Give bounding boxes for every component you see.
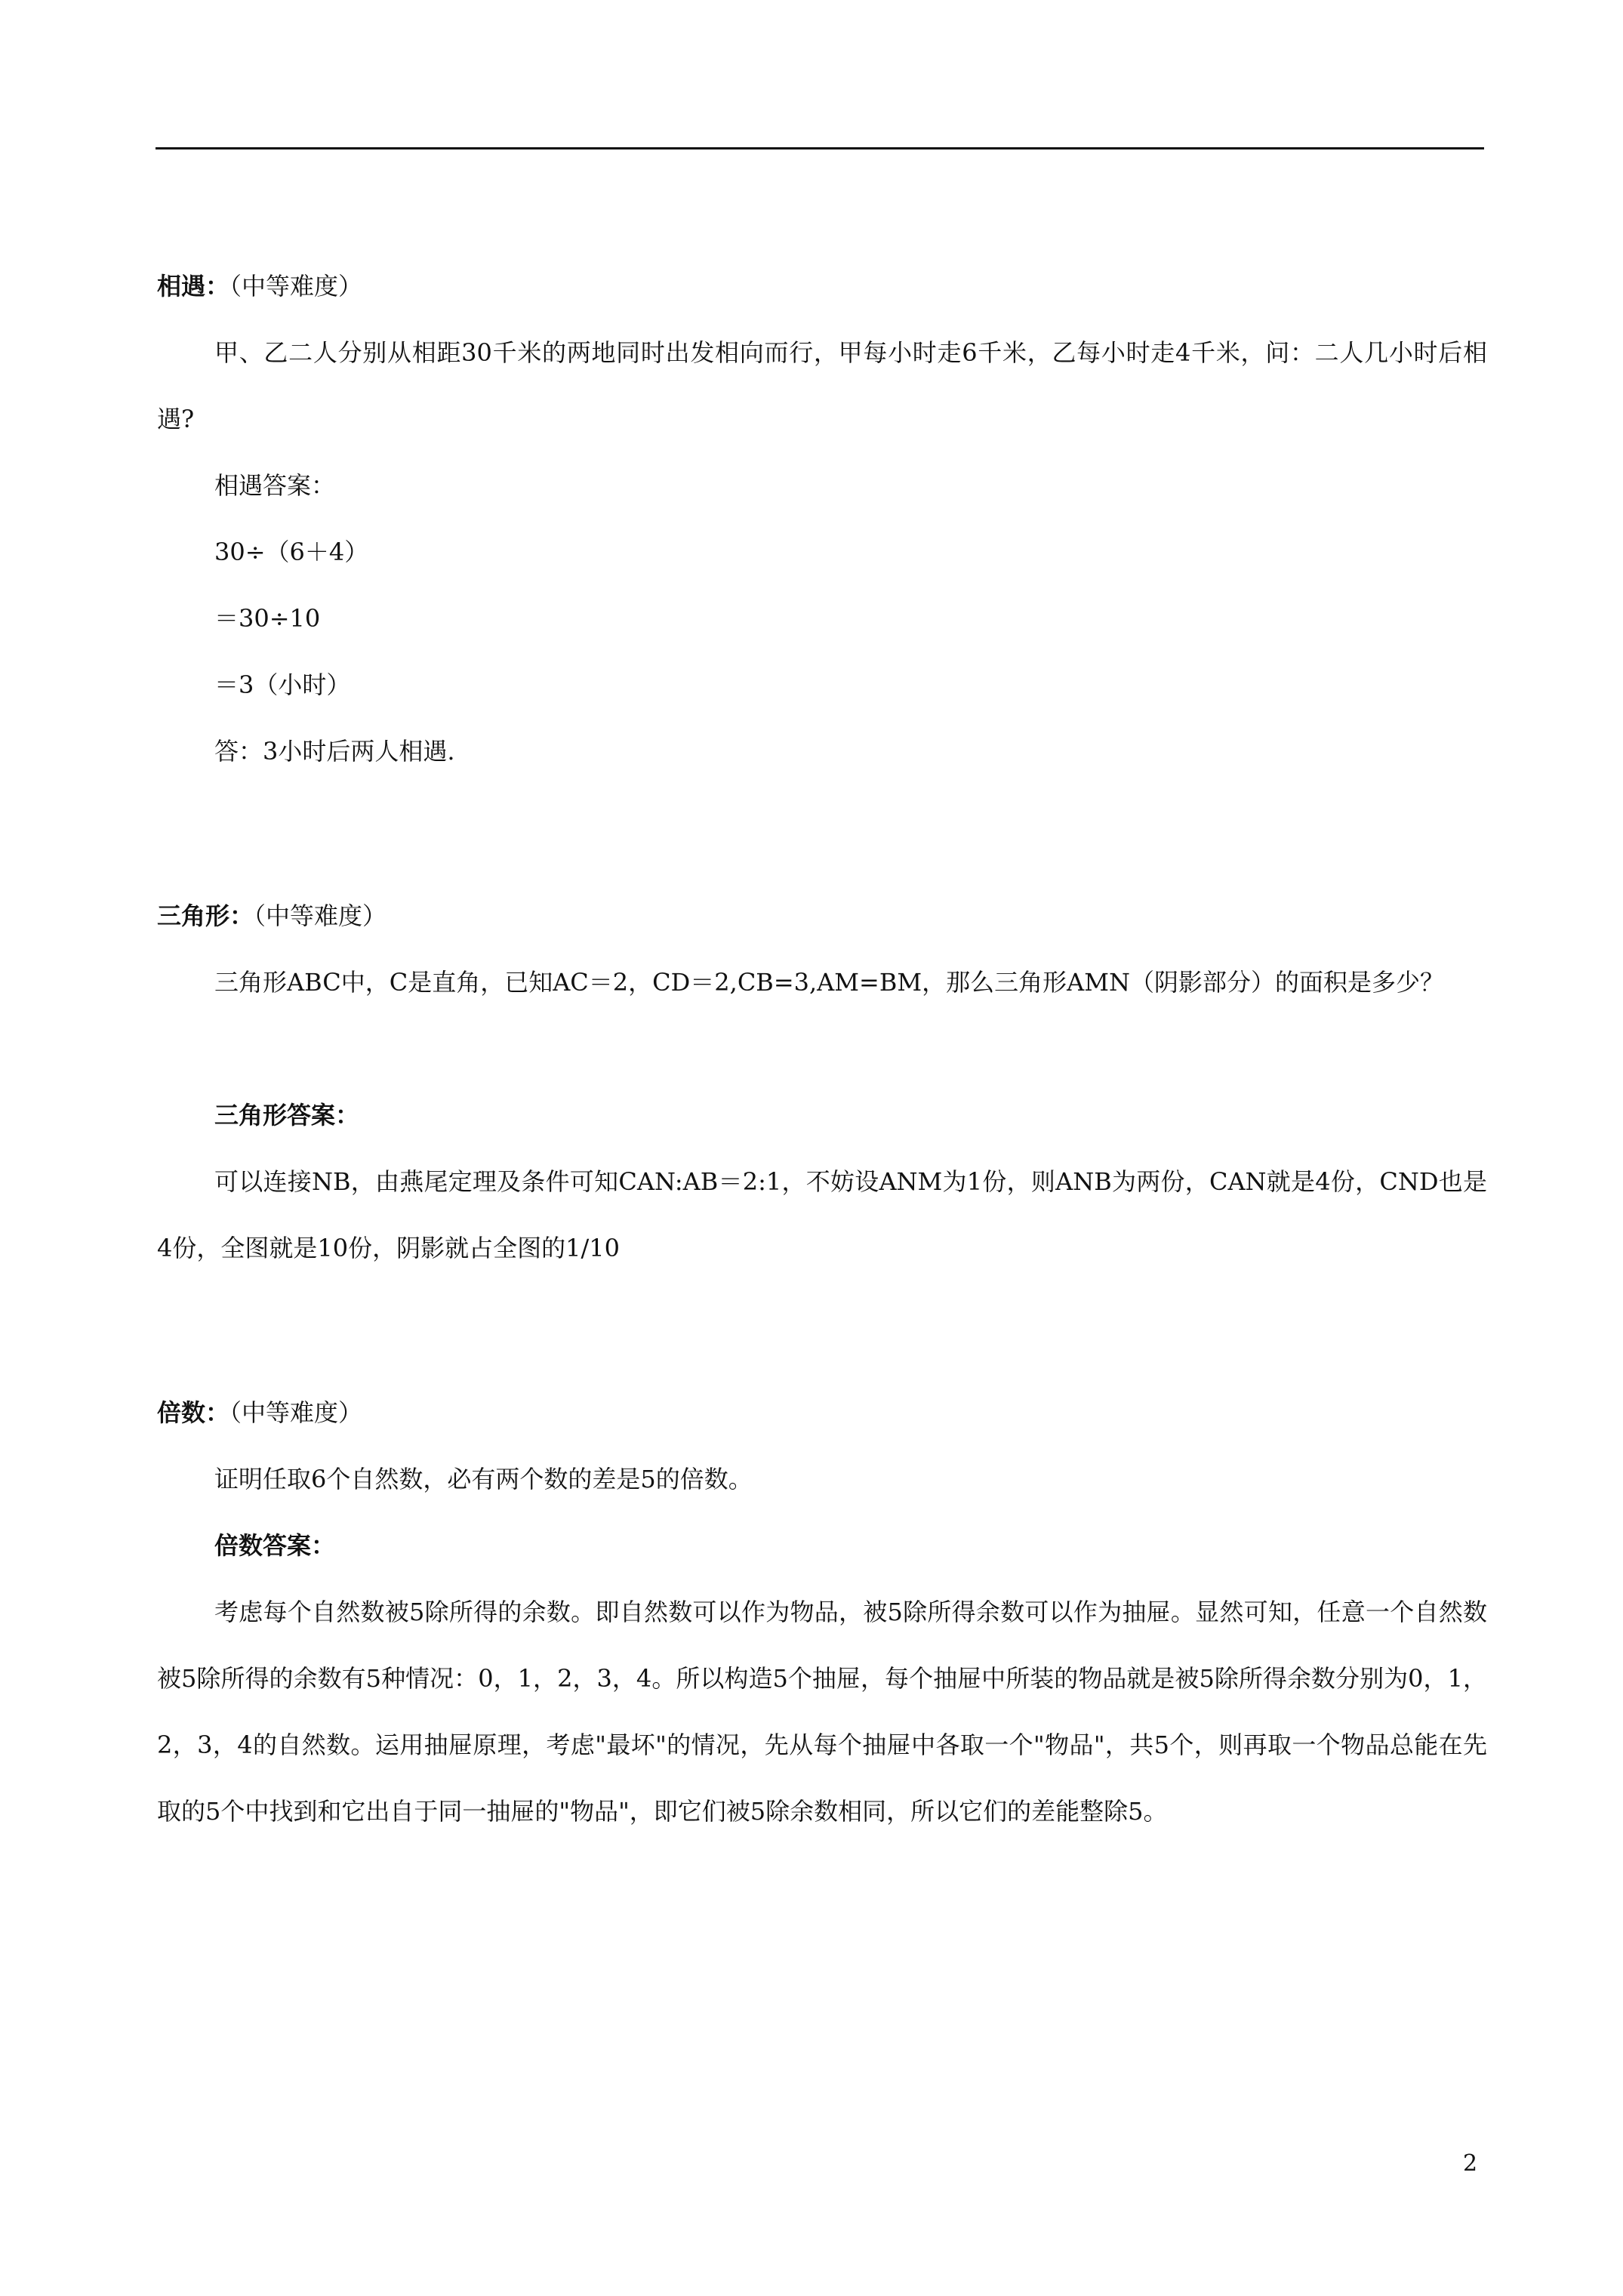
answer-title-meet: 相遇答案： <box>214 471 336 500</box>
page-number: 2 <box>1463 2150 1478 2177</box>
section-label: 三角形： <box>157 901 254 930</box>
section-label: 倍数： <box>157 1398 230 1427</box>
answer-title-triangle: 三角形答案： <box>214 1101 360 1130</box>
section-heading-triangle <box>157 883 1487 949</box>
question-triangle: 三角形ABC中，C是直角，已知AC＝2，CD＝2,CB=3,AM=BM，那么三角形AMN（阴影部分）的面积是多少？ <box>214 968 1445 997</box>
section-heading-meet <box>157 253 1487 319</box>
difficulty-tag: （中等难度） <box>229 1398 363 1427</box>
calc-step: ＝30÷10 <box>214 604 321 633</box>
conclusion-meet: 答：3小时后两人相遇. <box>214 737 455 766</box>
answer-multiple: 考虑每个自然数被5除所得的余数。即自然数可以作为物品，被5除所得余数可以作为抽屉。显然可知，任意一个自然数被5除所得的余数有5种情况：0，1，2，3，4。所以构造5个抽屉，每个抽屉中所装的物品就是被5除所得余数分别为0，1，2，3，4的自然数。运用抽屉原理，考虑"最坏"的情况，先从每个抽屉中各取一个"物品"，共5个，则再取一个物品总能在先取的5个中找到和它出自于同一抽屉的"物品"，即它们被5除余数相同，所以它们的差能整除5。 <box>157 1598 1487 1826</box>
question-multiple: 证明任取6个自然数，必有两个数的差是5的倍数。 <box>214 1465 753 1493</box>
section-heading-multiple <box>157 1379 1487 1446</box>
document-body <box>157 253 1487 1845</box>
header-rule <box>156 147 1484 149</box>
answer-title-multiple: 倍数答案： <box>214 1531 336 1560</box>
answer-triangle: 可以连接NB，由燕尾定理及条件可知CAN:AB＝2:1，不妨设ANM为1份，则ANB为两份，CAN就是4份，CND也是4份，全图就是10份，阴影就占全图的1/10 <box>157 1167 1487 1262</box>
calc-step: 30÷（6＋4） <box>214 538 369 566</box>
question-meet: 甲、乙二人分别从相距30千米的两地同时出发相向而行，甲每小时走6千米，乙每小时走4千米，问：二人几小时后相遇? <box>157 338 1487 433</box>
section-label: 相遇： <box>157 272 230 300</box>
difficulty-tag: （中等难度） <box>254 901 387 930</box>
difficulty-tag: （中等难度） <box>229 272 363 300</box>
calc-step: ＝3（小时） <box>214 670 351 699</box>
